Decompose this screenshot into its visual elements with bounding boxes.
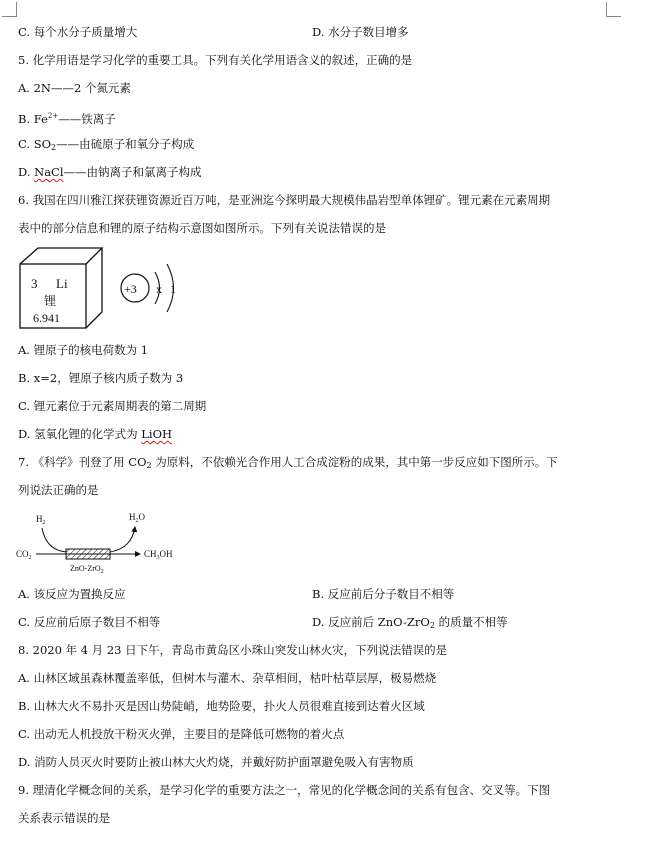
shell-2-electrons: 1 <box>170 282 176 296</box>
corner-mark-top-right <box>606 2 621 17</box>
q7-option-a: A. 该反应为置换反应 <box>18 587 126 601</box>
co2-label: $CO_2$ <box>16 549 32 561</box>
q8-option-a: A. 山林区域虽森林覆盖率低，但树木与灌木、杂草相间，枯叶枯草层厚，极易燃烧 <box>18 671 437 685</box>
h2o-output-curve <box>110 527 135 552</box>
q9-stem-line1: 9. 理清化学概念间的关系，是学习化学的重要方法之一，常见的化学概念间的关系有包含、交叉等。下图 <box>18 783 551 797</box>
q6-option-a: A. 锂原子的核电荷数为 1 <box>18 343 149 357</box>
q5-stem: 5. 化学用语是学习化学的重要工具。下列有关化学用语含义的叙述，正确的是 <box>18 53 413 67</box>
q8-option-d: D. 消防人员灭火时要防止被山林大火灼烧，并戴好防护面罩避免吸入有害物质 <box>18 755 414 769</box>
lithium-atom-diagram <box>121 264 176 312</box>
periodic-table-cell <box>20 248 102 328</box>
h2-input-curve <box>42 528 66 552</box>
q7-option-b: B. 反应前后分子数目不相等 <box>312 587 455 601</box>
q5-option-b: B. $Fe^{2+}——$铁离子 <box>18 112 116 126</box>
q6-option-c: C. 锂元素位于元素周期表的第二周期 <box>18 399 207 413</box>
q8-option-b: B. 山林大火不易扑灭是因山势陡峭，地势险要，扑火人员很难直接到达着火区域 <box>18 699 425 713</box>
catalyst-bar <box>66 549 110 559</box>
q4-option-c: C. 每个水分子质量增大 <box>18 25 138 39</box>
h2-label: $H_2$ <box>36 514 46 526</box>
catalyst-label: ZnO-ZrO$_2$ <box>70 564 104 575</box>
q9-stem-line2: 关系表示错误的是 <box>18 811 110 825</box>
q8-stem: 8. 2020 年 4 月 23 日下午，青岛市黄岛区小珠山突发山林火灾，下列说法错误的是 <box>18 643 448 657</box>
ch3oh-label: $CH_3OH$ <box>144 549 173 561</box>
q7-stem-line2: 列说法正确的是 <box>18 483 99 497</box>
corner-mark-top-left <box>2 2 17 17</box>
element-symbol: Li <box>56 276 68 291</box>
element-name: 锂 <box>44 294 57 308</box>
q5-option-c: C. $SO_2——$由硫原子和氧分子构成 <box>18 137 195 152</box>
q5-option-d: D. NaCl——由钠离子和氯离子构成 <box>18 165 202 179</box>
atomic-number: 3 <box>31 276 38 291</box>
q6-option-d: D. 氢氧化锂的化学式为 LiOH <box>18 427 173 441</box>
q6-stem-line2: 表中的部分信息和锂的原子结构示意图如图所示。下列有关说法错误的是 <box>18 221 386 235</box>
q4-option-d: D. 水分子数目增多 <box>312 25 409 39</box>
q6-stem-line1: 6. 我国在四川雅江探获锂资源近百万吨，是亚洲迄今探明最大规模伟晶岩型单体锂矿。锂元素在元素周期 <box>18 193 551 207</box>
q6-option-b: B. x=2，锂原子核内质子数为 3 <box>18 371 184 385</box>
q7-option-d: D. 反应前后 ZnO-ZrO$_2$ 的质量不相等 <box>312 615 508 630</box>
q8-option-c: C. 出动无人机投放干粉灭火弹，主要目的是降低可燃物的着火点 <box>18 727 345 741</box>
q7-reaction-diagram <box>14 508 194 578</box>
q6-figure <box>14 244 194 334</box>
atomic-mass: 6.941 <box>33 311 60 325</box>
q7-stem-line1: 7. 《科学》刊登了用 $CO_2$ 为原料，不依赖光合作用人工合成淀粉的成果，其中第一步反应如下图所示。下 <box>18 455 558 470</box>
q5-option-a: A. 2N——2 个氮元素 <box>18 81 131 95</box>
shell-1-electrons: x <box>156 282 162 296</box>
nuclear-charge: +3 <box>124 282 137 296</box>
q7-option-c: C. 反应前后原子数目不相等 <box>18 615 161 629</box>
h2o-label: $H_2O$ <box>129 512 145 524</box>
